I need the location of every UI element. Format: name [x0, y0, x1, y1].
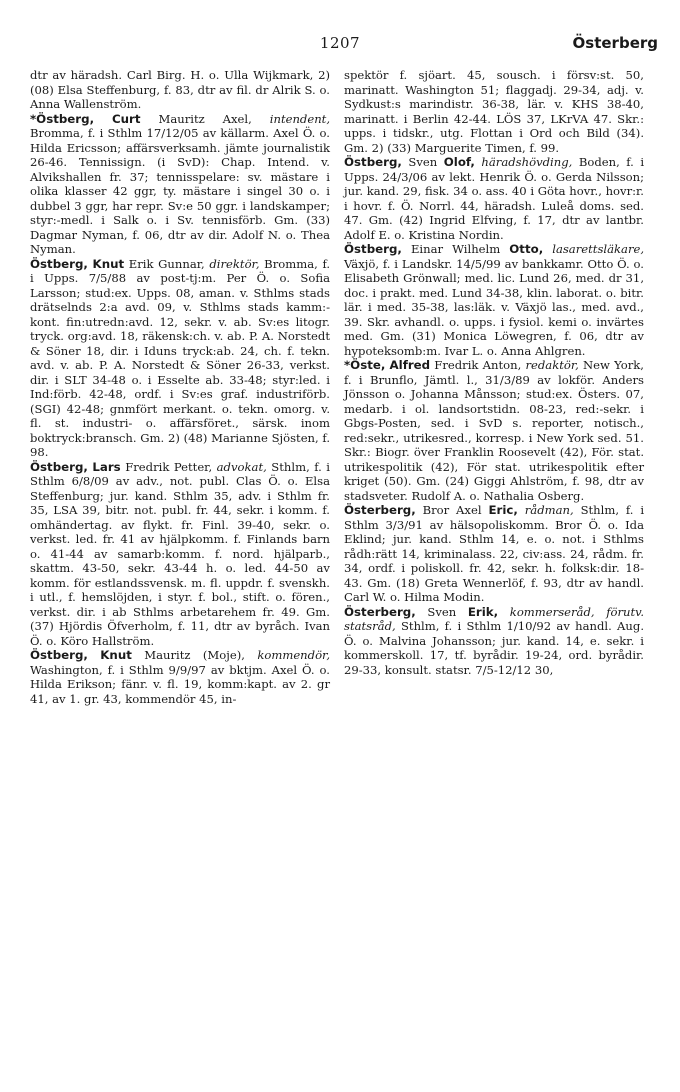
entry-occupation: intendent,	[269, 111, 331, 126]
entry-occupation: kommendör,	[257, 648, 331, 662]
entry-given-names: Mauritz Axel,	[158, 111, 252, 126]
entry-given-names: Mauritz (Moje),	[144, 648, 245, 662]
entry-given-names: Erik Gunnar,	[128, 256, 205, 271]
entry-given-names: Fredrik Petter,	[125, 459, 213, 474]
entry-surname: Österberg,	[344, 503, 416, 517]
entry-surname: Östberg,	[344, 242, 402, 256]
entry-occupation: häradshövding,	[481, 155, 573, 169]
biography-entry	[344, 503, 644, 605]
entry-text: Bromma, f. i Sthlm 17/12/05 av källarm. Axel Ö. o. Hilda Ericsson; affärsverksamh. jämte journalistik 26-46. Tennissign. (i SvD): Chap. Intend. v. Alvikshallen fr. 37; tennisspelare: sv. mästare i olika klasser 42 ggr, ty. mästare i singel 30 o. i dubbel 3 ggr, har repr. Sv:e 50 ggr. i landskamper; styr:-medl. i Salk o. i Sv. tennisförb. Gm. (33) Dagmar Nyman, f. 06, dtr av dir. Adolf N. o. Thea Nyman.	[30, 126, 330, 256]
entry-surname: Östberg,	[30, 648, 88, 662]
entry-given-names: Einar Wilhelm	[410, 242, 501, 256]
entry-text: Växjö, f. i Landskr. 14/5/99 av bankkamr. Otto Ö. o. Elisabeth Grönwall; med. lic. Lund 26, med. dr 31, doc. i prakt. med. Lund 34-38, klin. laborat. o. bitr. lär. i med. 35-38, las:läk. v. Växjö las., med. avd., 39. Skr. avhandl. o. upps. i fysiol. kemi o. invärtes med. Gm. (31) Monica Löwegren, f. 06, dtr av hypoteksomb:m. Ivar L. o. Anna Ahlgren.	[344, 256, 644, 358]
entry-occupation: rådman,	[524, 503, 574, 517]
entry-given-names: Sven	[408, 155, 438, 169]
entry-surname: Österberg,	[344, 604, 416, 619]
entry-called-name: Curt	[112, 111, 141, 126]
right-column	[344, 68, 644, 677]
entry-star: *	[30, 111, 37, 126]
entry-surname: Östberg,	[36, 111, 95, 126]
entry-given-names: Fredrik Anton,	[434, 358, 522, 372]
biography-entry	[30, 68, 330, 112]
entry-called-name: Knut	[100, 648, 132, 662]
entry-surname: Östberg,	[344, 155, 402, 169]
entry-surname: Östberg,	[30, 256, 88, 271]
biography-entry	[344, 605, 644, 678]
biography-entry	[344, 155, 644, 242]
entry-called-name: Eric,	[488, 503, 518, 517]
entry-given-names: Sven	[427, 604, 457, 619]
entry-surname: Östberg,	[30, 459, 88, 474]
entry-surname: Öste,	[350, 358, 386, 372]
biography-entry	[344, 68, 644, 155]
page-header	[22, 34, 658, 62]
entry-called-name: Knut	[92, 256, 125, 271]
entry-called-name: Lars	[92, 459, 121, 474]
biography-entry	[344, 358, 644, 503]
page-number: 1207	[319, 34, 361, 52]
entry-star: *	[344, 358, 351, 372]
biography-entry	[30, 460, 330, 649]
running-head: Österberg	[572, 34, 658, 52]
entry-text: Washington, f. i Sthlm 9/9/97 av bktjm. Axel Ö. o. Hilda Erikson; fänr. v. fl. 19, komm:kapt. av 2. gr 41, av 1. gr. 43, kommendör 45, in-	[30, 662, 330, 706]
entry-occupation: advokat,	[216, 459, 267, 474]
left-column	[30, 68, 330, 706]
entry-called-name: Otto,	[509, 242, 544, 256]
entry-occupation: kommerseråd, förutv. statsråd,	[344, 604, 645, 633]
entry-text: Sthlm, f. i Sthlm 1/10/92 av handl. Aug. Ö. o. Malvina Johansson; jur. kand. 14, e. sekr. i kommerskoll. 17, tf. byrådir. 19-24, ord. byrådir. 29-33, konsult. statsr. 7/5-12/12 30,	[344, 619, 645, 677]
biography-entry	[344, 242, 644, 358]
entry-text: Sthlm, f. i Sthlm 3/3/91 av hälsopoliskomm. Bror Ö. o. Ida Eklind; jur. kand. Sthlm 14, e. o. not. i Sthlms rådh:rätt 14, kriminalass. 22, civ:ass. 24, rådm. fr. 34, ordf. i poliskoll. fr. 42, sekr. h. folksk:dir. 18-43. Gm. (18) Greta Wennerlöf, f. 93, dtr av handl. Carl W. o. Hilma Modin.	[344, 503, 645, 604]
biography-entry	[30, 257, 330, 460]
entry-occupation: redaktör,	[525, 358, 579, 372]
biography-entry	[30, 112, 330, 257]
entry-text: dtr av häradsh. Carl Birg. H. o. Ulla Wijkmark, 2) (08) Elsa Steffenburg, f. 83, dtr av fil. dr Alrik S. o. Anna Wallenström.	[30, 68, 330, 111]
entry-called-name: Alfred	[389, 358, 431, 372]
entry-text: Bromma, f. i Upps. 7/5/88 av post-tj:m. Per Ö. o. Sofia Larsson; stud:ex. Upps. 08, aman. v. Sthlms stads drätselnds 2:a avd. 09, v. Sthlms stads kamm:-kont. fin:utredn:avd. 12, sekr. v. ab. Sv:es litogr. tryck. org:avd. 18, räkensk:ch. v. ab. P. A. Norstedt & Söner 18, dir. i Iduns tryck:ab. 24, ch. f. tekn. avd. v. ab. P. A. Norstedt & Söner 26-33, verkst. dir. i SLT 34-48 o. i Esselte ab. 33-48; styr:led. i Ind:förb. 42-48, ordf. i Sv:es graf. industriförb. (SGI) 42-48; gnmfört merkant. o. tekn. omorg. v. fl. st. industri- o. affärsföret., särsk. inom boktryck:bransch. Gm. 2) (48) Marianne Sjösten, f. 98.	[30, 256, 331, 459]
entry-text: New York, f. i Brunflo, Jämtl. l., 31/3/89 av lokför. Anders Jönsson o. Johanna Månsson; stud:ex. Östers. 07, medarb. i ol. landsortstidn. 08-23, red:-sekr. i Gbgs-Posten, sed. i SvD s. reporter, notisch., red:sekr., utrikesred., korresp. i New York sed. 51. Skr.: Biogr. över Franklin Roosevelt (42), För. stat. utrikespolitik (42), För stat. utrikespolitik efter kriget (50). Gm. (24) Giggi Ahlström, f. 98, dtr av stadsveter. Rudolf A. o. Nathalia Osberg.	[344, 358, 644, 503]
entry-given-names: Bror Axel	[422, 503, 482, 517]
entry-occupation: direktör,	[209, 256, 260, 271]
entry-text: Sthlm, f. i Sthlm 6/8/09 av adv., not. publ. Clas Ö. o. Elsa Steffenburg; jur. kand. Sthlm 35, adv. i Sthlm fr. 35, LSA 39, bitr. not. publ. fr. 44, sekr. i komm. f. omhändertag. av flykt. fr. Finl. 39-40, sekr. o. verkst. led. fr. 41 av hjälpkomm. f. Finlands barn o. 41-44 av samarb:komm. f. nord. hjälparb., skattm. 43-50, sekr. 43-44 h. o. led. 44-50 av komm. för estlandssvensk. m. fl. uppdr. f. svenskh. i utl., f. hemslöjden, i styr. f. bol., stift. o. fören., verkst. dir. i ab Sthlms arbetarehem fr. 49. Gm. (37) Hjördis Öfverholm, f. 11, dtr av byråch. Ivan Ö. o. Köro Hallström.	[30, 459, 331, 648]
entry-occupation: lasarettsläkare,	[552, 242, 645, 256]
entry-text: spektör f. sjöart. 45, sousch. i försv:st. 50, marinatt. Washington 51; flaggadj. 29-34, adj. v. Sydkust:s marindistr. 36-38, lär. v. KHS 38-40, marinatt. i Berlin 42-44. LÖS 37, LKrVA 47. Skr.: upps. i tidskr., utg. Flottan i Ord och Bild (34). Gm. 2) (33) Marguerite Timen, f. 99.	[344, 68, 644, 155]
entry-called-name: Olof,	[443, 155, 475, 169]
entry-called-name: Erik,	[467, 604, 499, 619]
entry-text: Boden, f. i Upps. 24/3/06 av lekt. Henrik Ö. o. Gerda Nilsson; jur. kand. 29, fisk. 34 o. ass. 40 i Göta hovr., hovr:r. i hovr. f. Ö. Norrl. 44, häradsh. Luleå doms. sed. 47. Gm. (42) Ingrid Elfving, f. 17, dtr av lantbr. Adolf E. o. Kristina Nordin.	[344, 155, 645, 242]
biography-entry	[30, 648, 330, 706]
